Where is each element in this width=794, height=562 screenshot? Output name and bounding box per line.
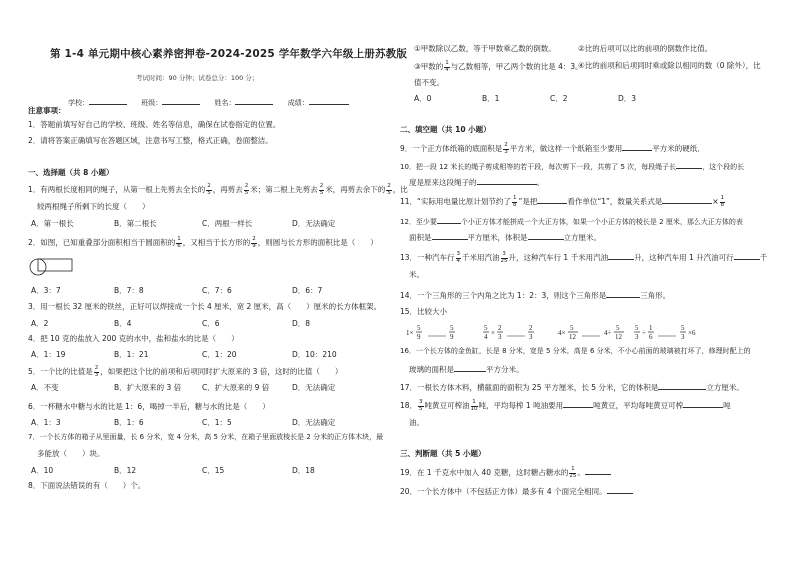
svg-text:6: 6 bbox=[649, 333, 653, 341]
fraction: $\frac{1}{6}$ bbox=[177, 236, 181, 249]
svg-text:9: 9 bbox=[417, 333, 421, 341]
option-a[interactable]: A．0 bbox=[414, 94, 432, 103]
option-d[interactable]: D．10：210 bbox=[292, 350, 337, 359]
svg-text:4×: 4× bbox=[558, 329, 566, 337]
question-8: 8．下面说法错误的有（ ）个。 bbox=[28, 481, 146, 490]
statement-2: ②比的后项可以比的前项的倒数作比值。 bbox=[578, 44, 713, 53]
svg-text:5: 5 bbox=[484, 324, 488, 332]
answer-blank[interactable] bbox=[607, 486, 633, 494]
circle-rectangle-figure bbox=[28, 255, 78, 279]
score-label: 成绩： bbox=[287, 99, 309, 107]
answer-blank[interactable] bbox=[608, 252, 634, 260]
svg-text:×: × bbox=[491, 329, 495, 337]
statement-4: ④比的前项和后项同时乘或除以相同的数（0 除外），比 bbox=[578, 61, 761, 70]
option-d[interactable]: D．6：7 bbox=[292, 286, 323, 295]
question-13-line2: 米。 bbox=[409, 270, 424, 279]
fraction: $\frac{2}{9}$ bbox=[252, 236, 256, 249]
option-a[interactable]: A．10 bbox=[31, 466, 54, 475]
fraction: $\frac{1}{8}$ bbox=[720, 195, 725, 208]
question-10-line2: 度是原来这段绳子的 。 bbox=[409, 178, 544, 187]
svg-text:4÷: 4÷ bbox=[604, 329, 612, 337]
option-d[interactable]: D．无法确定 bbox=[292, 383, 336, 392]
fraction: $\frac{3}{25}$ bbox=[500, 251, 508, 264]
question-17: 17．一根长方体木料，横截面的面积为 25 平方厘米，长 5 分米，它的体积是 立方厘米。 bbox=[400, 383, 744, 392]
option-c[interactable]: C．1：20 bbox=[202, 350, 237, 359]
fraction: $\frac{2}{3}$ bbox=[94, 365, 99, 378]
option-c[interactable]: C．7：6 bbox=[202, 286, 232, 295]
score-blank[interactable] bbox=[309, 97, 349, 105]
answer-blank[interactable] bbox=[606, 290, 640, 298]
option-c[interactable]: C．6 bbox=[202, 319, 220, 328]
answer-blank[interactable] bbox=[432, 232, 468, 240]
right-column bbox=[400, 0, 772, 562]
question-6: 6．一杯糖水中糖与水的比是 1：6，喝掉一半后，糖与水的比是（ ） bbox=[28, 402, 270, 411]
question-9: 9．一个正方体纸箱的底面积是 $\frac{2}{3}$ 平方米，做这样一个纸箱至少要用 平方米的硬纸． bbox=[400, 142, 705, 155]
option-d[interactable]: D．无法确定 bbox=[292, 219, 336, 228]
svg-text:×6: ×6 bbox=[688, 329, 696, 337]
svg-text:2: 2 bbox=[529, 324, 533, 332]
fraction: $\frac{1}{25}$ bbox=[569, 466, 577, 479]
svg-text:5: 5 bbox=[417, 324, 421, 332]
question-1-line2: 较两根绳子所剩下的长度（ ） bbox=[37, 202, 150, 211]
question-5: 5．一个比的比值是 $\frac{2}{3}$ ，如果把这个比的前项和后项同时扩大原来的 3 倍，这时的比值（ ） bbox=[28, 365, 343, 378]
fraction: $\frac{2}{5}$ bbox=[319, 183, 324, 196]
svg-text:5: 5 bbox=[616, 324, 620, 332]
option-a[interactable]: A．3：7 bbox=[31, 286, 61, 295]
option-a[interactable]: A．不变 bbox=[31, 383, 59, 392]
option-c[interactable]: C．扩大原来的 9 倍 bbox=[202, 383, 270, 392]
question-14: 14．一个三角形的三个内角之比为 1：2：3，则这个三角形是 三角形。 bbox=[400, 291, 671, 300]
svg-text:12: 12 bbox=[615, 333, 622, 341]
question-4: 4．把 10 克的盐放入 200 克的水中，盐和盐水的比是（ ） bbox=[28, 334, 239, 343]
svg-text:3: 3 bbox=[498, 333, 502, 341]
option-c[interactable]: C．2 bbox=[550, 94, 568, 103]
answer-blank[interactable] bbox=[454, 364, 486, 372]
statement-4-cont: 值不变。 bbox=[414, 78, 444, 87]
fraction: $\frac{2}{5}$ bbox=[387, 183, 391, 196]
fraction: $\frac{3}{4}$ bbox=[456, 251, 461, 264]
svg-text:12: 12 bbox=[569, 333, 576, 341]
question-7-line2: 多能放（ ）块。 bbox=[37, 449, 105, 458]
compare-expressions bbox=[406, 322, 736, 342]
fraction: $\frac{1}{10}$ bbox=[470, 399, 478, 412]
answer-blank[interactable] bbox=[437, 216, 461, 224]
note-item: 1．答题前填写好自己的学校、班级、姓名等信息，确保在试卷指定的位置。 bbox=[28, 120, 281, 129]
question-12-line2: 面积是 平方厘米，体积是 立方厘米。 bbox=[409, 233, 601, 242]
section-heading-judge: 三、判断题（共 5 小题） bbox=[400, 449, 486, 458]
question-18-line2: 油。 bbox=[409, 418, 424, 427]
option-d[interactable]: D．3 bbox=[618, 94, 637, 103]
svg-text:9: 9 bbox=[450, 333, 454, 341]
option-b[interactable]: B．12 bbox=[114, 466, 137, 475]
fraction: $\frac{2}{5}$ bbox=[244, 183, 249, 196]
exam-info: 考试时间：90 分钟；试卷总分：100 分； bbox=[136, 74, 259, 82]
left-column bbox=[28, 0, 408, 562]
option-c[interactable]: C．两根一样长 bbox=[202, 219, 253, 228]
svg-text:5: 5 bbox=[681, 324, 685, 332]
option-a[interactable]: A．2 bbox=[31, 319, 49, 328]
svg-text:5: 5 bbox=[450, 324, 454, 332]
class-blank[interactable] bbox=[162, 97, 200, 105]
option-b[interactable]: B．1：21 bbox=[114, 350, 149, 359]
question-7: 7．一个长方体的箱子从里面量，长 6 分米，宽 4 分米，高 5 分米，在箱子里面放棱长是 2 分米的正方体木块，最 bbox=[28, 433, 384, 441]
answer-blank[interactable] bbox=[537, 196, 567, 204]
question-20: 20．一个长方体中（不包括正方体）最多有 4 个面完全相同。 bbox=[400, 486, 633, 496]
option-c[interactable]: C．15 bbox=[202, 466, 225, 475]
school-label: 学校： bbox=[68, 99, 89, 107]
question-18: 18． $\frac{3}{5}$ 吨黄豆可榨油 $\frac{1}{10}$ 吨，平均每榨 1 吨油要用 吨黄豆，平均每吨黄豆可榨 吨 bbox=[400, 399, 731, 412]
option-b[interactable]: B．7：8 bbox=[114, 286, 144, 295]
fraction: $\frac{1}{8}$ bbox=[512, 195, 517, 208]
answer-blank[interactable] bbox=[662, 196, 712, 204]
question-12: 12．至少要 个小正方体才能拼成一个大正方体，如果一个小正方体的棱长是 2 厘米，那么大正方体的表 bbox=[400, 218, 743, 226]
option-a[interactable]: A．1：19 bbox=[31, 350, 66, 359]
name-label: 姓名： bbox=[214, 99, 236, 107]
option-b[interactable]: B．1 bbox=[482, 94, 500, 103]
option-a[interactable]: A．第一根长 bbox=[31, 219, 74, 228]
option-b[interactable]: B．1：6 bbox=[114, 418, 144, 427]
answer-blank[interactable] bbox=[683, 400, 723, 408]
statement-1: ①甲数除以乙数，等于甲数乘乙数的倒数。 bbox=[414, 44, 556, 53]
svg-text:1×: 1× bbox=[406, 329, 414, 337]
svg-text:5: 5 bbox=[570, 324, 574, 332]
answer-blank[interactable] bbox=[477, 177, 537, 185]
answer-blank[interactable] bbox=[563, 400, 593, 408]
option-a[interactable]: A．1：3 bbox=[31, 418, 61, 427]
name-blank[interactable] bbox=[235, 97, 273, 105]
answer-blank[interactable] bbox=[622, 143, 652, 151]
option-b[interactable]: B．扩大原来的 3 倍 bbox=[114, 383, 182, 392]
svg-text:1: 1 bbox=[649, 324, 653, 332]
option-c[interactable]: C．1：5 bbox=[202, 418, 232, 427]
section-heading-fill: 二、填空题（共 10 小题） bbox=[400, 125, 491, 134]
question-13: 13．一种汽车行 $\frac{3}{4}$ 千米用汽油 $\frac{3}{25}$ 升，这种汽车行 1 千米用汽油 升，这种汽车用 1 升汽油可行 千 bbox=[400, 251, 768, 264]
section-heading-choice: 一、选择题（共 8 小题） bbox=[28, 168, 114, 177]
svg-text:5: 5 bbox=[635, 324, 639, 332]
answer-blank[interactable] bbox=[528, 232, 564, 240]
svg-text:÷: ÷ bbox=[642, 329, 646, 337]
svg-text:3: 3 bbox=[635, 333, 639, 341]
option-b[interactable]: B．4 bbox=[114, 319, 132, 328]
fraction: $\frac{3}{5}$ bbox=[419, 399, 423, 412]
svg-text:4: 4 bbox=[484, 333, 488, 341]
page-title: 第 1-4 单元期中核心素养密押卷-2024-2025 学年数学六年级上册苏教版 bbox=[50, 48, 408, 60]
option-d[interactable]: D．8 bbox=[292, 319, 311, 328]
question-19: 19．在 1 千克水中加入 40 克糖，这时糖占糖水的 $\frac{1}{25}$ 。 bbox=[400, 467, 611, 479]
question-16-line2: 玻璃的面积是 平方分米。 bbox=[409, 365, 524, 374]
question-10: 10．把一段 12 米长的绳子剪成相等的若干段，每次剪下一段，共剪了 5 次，每段绳子长 ，这个段的长 bbox=[400, 163, 745, 171]
fraction: $\frac{2}{5}$ bbox=[207, 183, 211, 196]
statement-3: ③甲数的 $\frac{1}{4}$ 与乙数相等，甲乙两个数的比是 4：3。 bbox=[414, 60, 583, 73]
class-label: 班级： bbox=[141, 99, 163, 107]
option-d[interactable]: D．无法确定 bbox=[292, 418, 336, 427]
answer-blank[interactable] bbox=[676, 161, 702, 169]
question-15: 15．比较大小 bbox=[400, 307, 448, 316]
answer-blank[interactable] bbox=[734, 252, 760, 260]
note-item: 2．请将答案正确填写在答题区域，注意书写工整，格式正确，卷面整洁。 bbox=[28, 136, 273, 145]
answer-blank[interactable] bbox=[585, 467, 611, 475]
answer-blank[interactable] bbox=[658, 382, 706, 390]
fraction: $\frac{1}{4}$ bbox=[445, 60, 449, 73]
option-b[interactable]: B．第二根长 bbox=[114, 219, 157, 228]
question-16: 16．一个长方体的金鱼缸，长是 8 分米，宽是 5 分米，高是 6 分米，不小心前面的玻璃被打坏了，修理时配上的 bbox=[400, 347, 751, 355]
notes-heading: 注意事项： bbox=[28, 106, 66, 115]
svg-text:3: 3 bbox=[681, 333, 685, 341]
question-11: 11．“实际用电量比原计划节约了 $\frac{1}{8}$ ”是把 看作单位“1”，数量关系式是 × $\frac{1}{8}$ bbox=[400, 195, 725, 208]
school-blank[interactable] bbox=[89, 97, 127, 105]
fraction: $\frac{2}{3}$ bbox=[504, 142, 508, 155]
info-fields bbox=[68, 97, 349, 108]
svg-text:3: 3 bbox=[529, 333, 533, 341]
question-1: 1．有两根长度相同的绳子，从第一根上先剪去全长的 $\frac{2}{5}$ ，再剪去 $\frac{2}{5}$ 米；第二根上先剪去 $\frac{2}{5}$ 米，再剪去余下的 $\frac{2}{5}$ ，比 bbox=[28, 183, 408, 196]
option-d[interactable]: D．18 bbox=[292, 466, 315, 475]
question-2: 2．如图，已知重叠部分面积相当于圆面积的 $\frac{1}{6}$ ，又相当于长方形的 $\frac{2}{9}$ ，则圆与长方形的面积比是（ ） bbox=[28, 236, 378, 249]
svg-text:2: 2 bbox=[498, 324, 502, 332]
question-3: 3．用一根长 32 厘米的铁丝，正好可以焊接成一个长 4 厘米，宽 2 厘米，高（ ）厘米的长方体框架。 bbox=[28, 302, 382, 311]
